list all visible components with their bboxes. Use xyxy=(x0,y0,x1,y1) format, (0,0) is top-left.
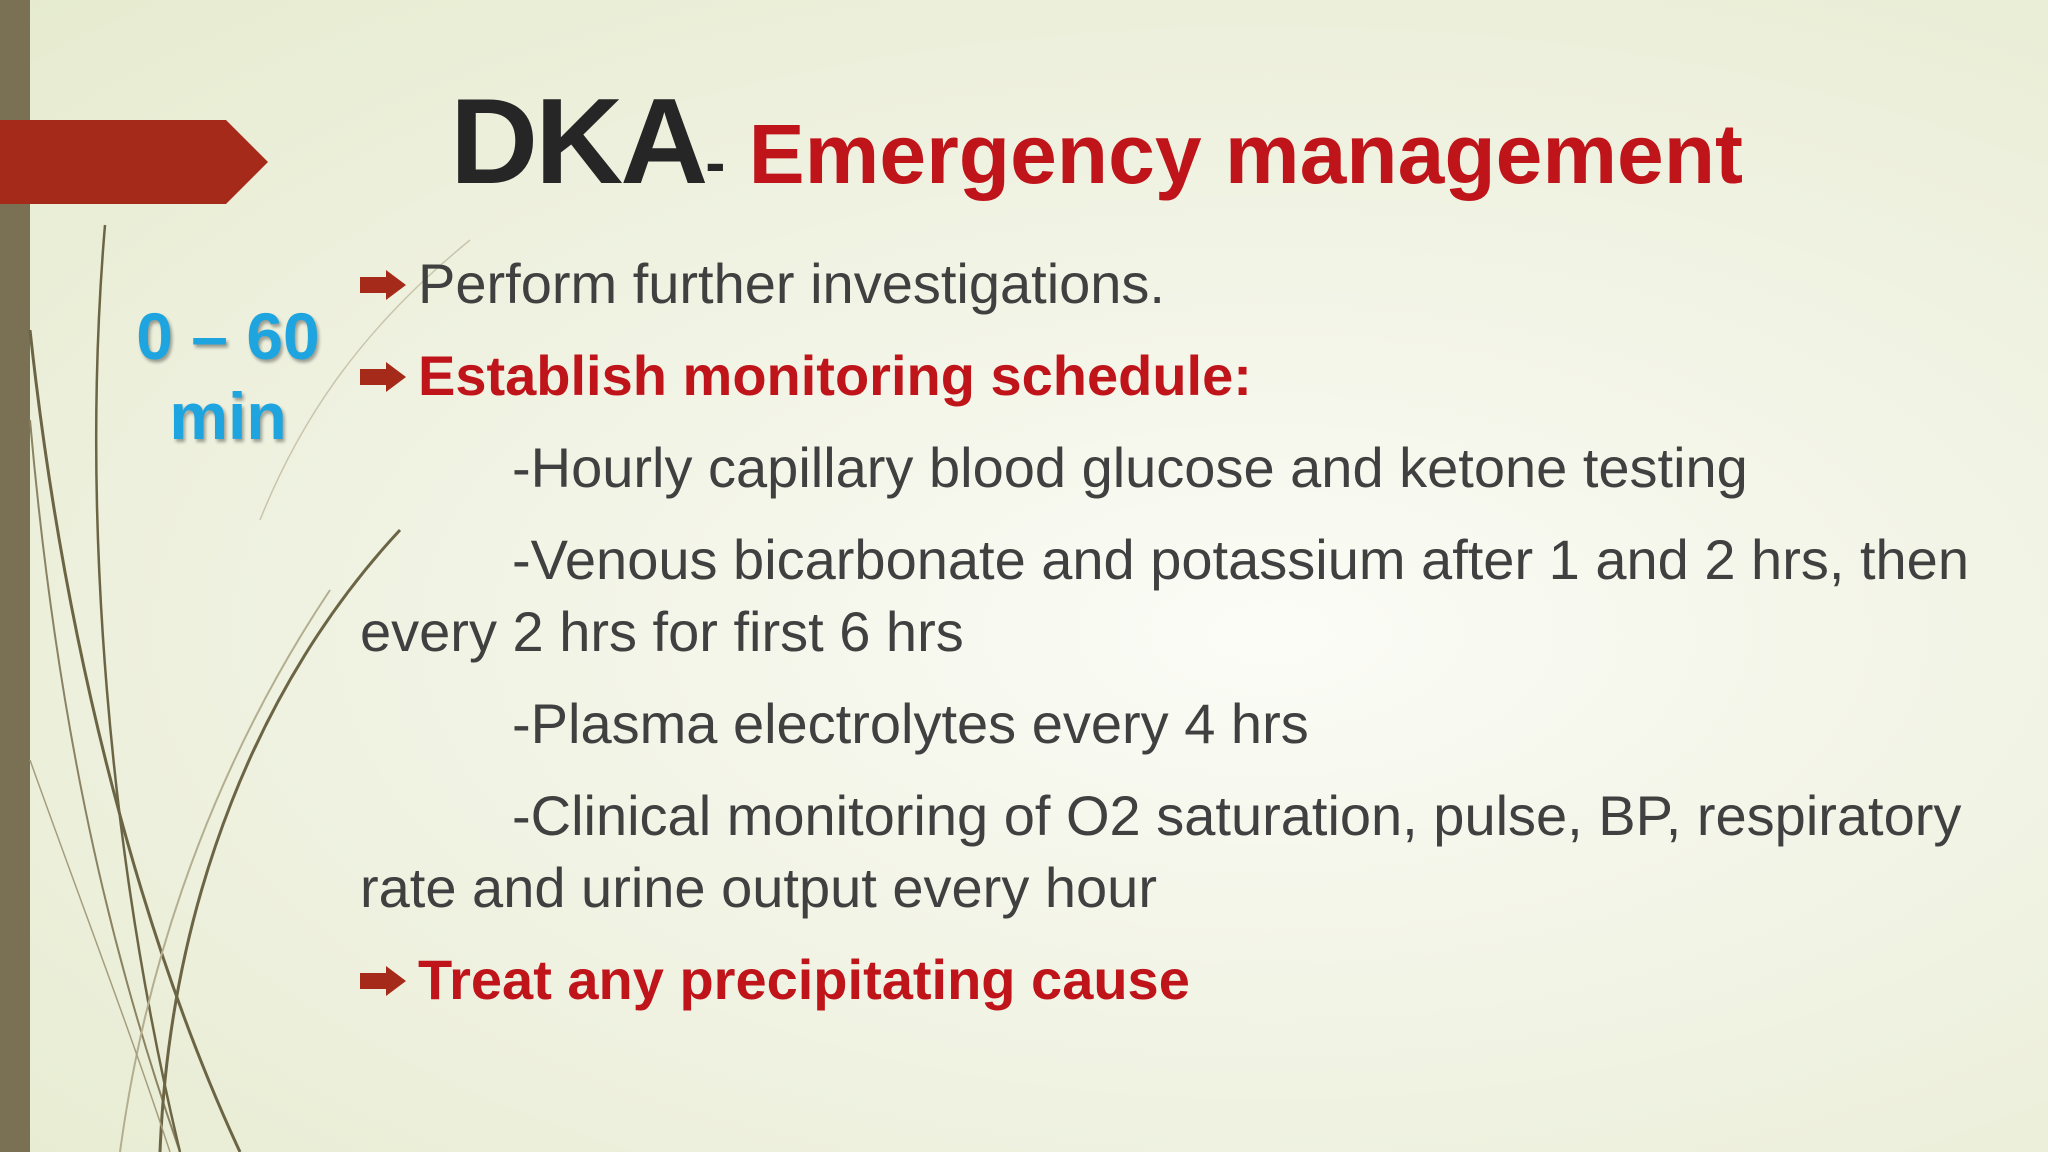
slide-content xyxy=(360,248,2000,1016)
title-arrow-shape xyxy=(0,120,268,204)
time-label xyxy=(118,296,338,456)
sub-item-electrolytes: -Plasma electrolytes every 4 hrs xyxy=(512,692,1309,755)
bullet-item-precipitating-cause xyxy=(360,944,2000,1016)
sub-item-clinical: -Clinical monitoring of O2 saturation, pulse, BP, respiratory rate and urine output every hour xyxy=(360,784,1962,919)
bullet-text: Establish monitoring schedule: xyxy=(418,344,1252,407)
bullet-item-investigations xyxy=(360,248,2000,320)
bullet-item-monitoring xyxy=(360,340,2000,412)
time-label-unit: min xyxy=(169,379,287,453)
arrow-bullet-icon xyxy=(360,362,406,392)
bullet-text: Perform further investigations. xyxy=(418,252,1165,315)
slide-title xyxy=(450,73,1744,209)
time-label-range: 0 – 60 xyxy=(136,299,320,373)
title-dash: - xyxy=(705,129,726,196)
title-subtitle: Emergency management xyxy=(725,107,1744,201)
sub-item-glucose: -Hourly capillary blood glucose and ketone testing xyxy=(512,436,1748,499)
sub-item-bicarbonate: -Venous bicarbonate and potassium after 1 and 2 hrs, then every 2 hrs for first 6 hrs xyxy=(360,528,1969,663)
title-main: DKA xyxy=(450,73,706,209)
arrow-bullet-icon xyxy=(360,966,406,996)
arrow-bullet-icon xyxy=(360,270,406,300)
bullet-text: Treat any precipitating cause xyxy=(418,948,1190,1011)
